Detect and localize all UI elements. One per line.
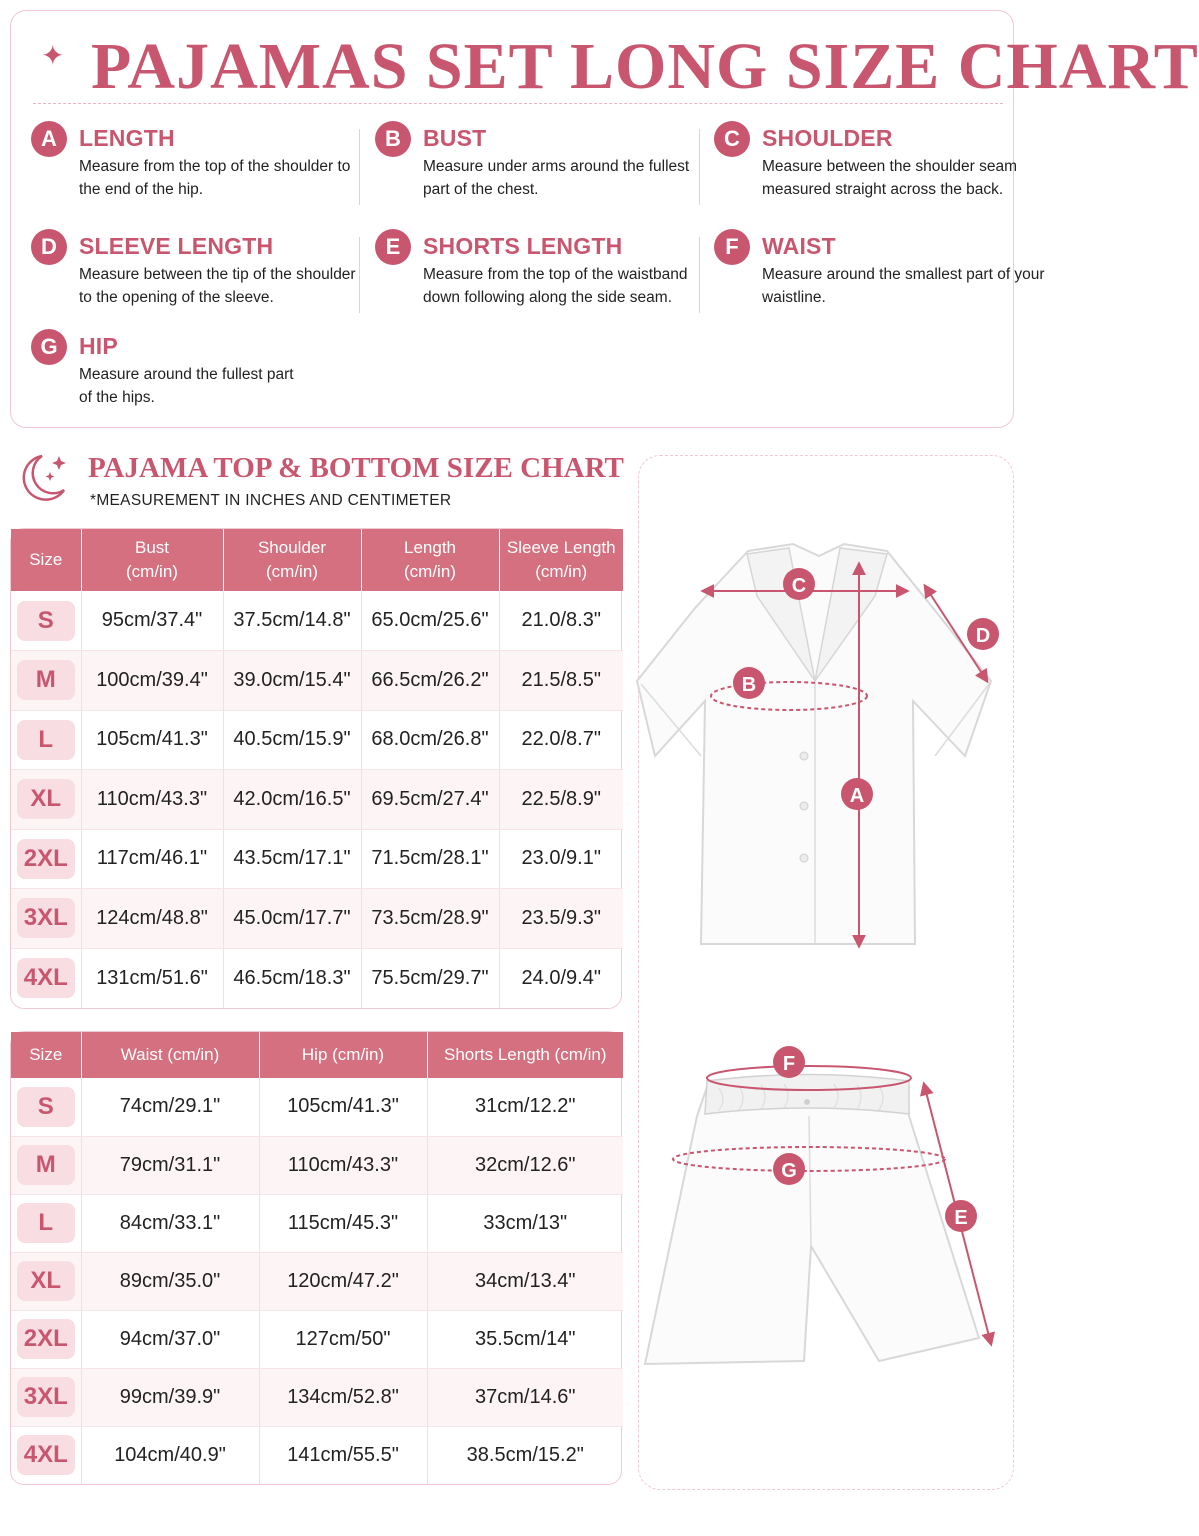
garment-illustration [639, 456, 1015, 1491]
measurement-cell: 115cm/45.3" [259, 1194, 427, 1252]
table-row [11, 770, 623, 830]
section-subtitle: *MEASUREMENT IN INCHES AND CENTIMETER [90, 492, 452, 509]
definition-text: Measure between the tip of the shoulder to the opening of the sleeve. [79, 266, 356, 306]
measurement-cell: 105cm/41.3" [81, 710, 223, 770]
sparkle-icon: ✦ [41, 39, 65, 72]
badge-d: D [31, 229, 67, 265]
header-waist: Waist (cm/in) [81, 1032, 259, 1078]
moon-stars-icon [12, 450, 72, 508]
measurement-cell: 34cm/13.4" [427, 1252, 623, 1310]
title-divider [33, 103, 1003, 104]
measurement-cell: 74cm/29.1" [81, 1078, 259, 1136]
measurement-cell: 105cm/41.3" [259, 1078, 427, 1136]
measurement-cell: 124cm/48.8" [81, 889, 223, 949]
size-cell [11, 1136, 81, 1194]
definition-text: Measure around the fullest part of the hips. [79, 366, 294, 406]
size-label: 3XL [17, 898, 75, 938]
table-header-row [11, 529, 623, 591]
table-row [11, 651, 623, 711]
measurement-cell: 95cm/37.4" [81, 591, 223, 651]
badge-b: B [375, 121, 411, 157]
page-title: PAJAMAS SET LONG SIZE CHART [91, 30, 1199, 103]
size-label: XL [17, 779, 75, 819]
badge-e: E [375, 229, 411, 265]
size-cell [11, 1252, 81, 1310]
measurement-cell: 43.5cm/17.1" [223, 829, 361, 889]
measurement-cell: 110cm/43.3" [259, 1136, 427, 1194]
definition-text: Measure around the smallest part of your waistline. [762, 266, 1045, 306]
definition-title: BUST [423, 125, 487, 151]
measurement-cell: 68.0cm/26.8" [361, 710, 499, 770]
table-row [11, 1252, 623, 1310]
measurement-cell: 21.0/8.3" [499, 591, 623, 651]
badge-g: G [31, 329, 67, 365]
measurement-cell: 71.5cm/28.1" [361, 829, 499, 889]
table-row [11, 1078, 623, 1136]
measurement-cell: 69.5cm/27.4" [361, 770, 499, 830]
size-cell [11, 1194, 81, 1252]
definition-title: HIP [79, 333, 118, 359]
size-label: L [17, 720, 75, 760]
table-header-row [11, 1032, 623, 1078]
definition-title: SHORTS LENGTH [423, 233, 623, 259]
column-divider [699, 129, 700, 205]
measurement-cell: 117cm/46.1" [81, 829, 223, 889]
definition-title: SLEEVE LENGTH [79, 233, 274, 259]
size-cell [11, 1310, 81, 1368]
size-label: 4XL [17, 1435, 75, 1475]
size-label: 4XL [17, 958, 75, 998]
header-size: Size [11, 529, 81, 591]
marker-a-label: A [849, 785, 865, 807]
size-cell [11, 770, 81, 830]
marker-b-label: B [741, 674, 757, 696]
size-label: S [17, 1087, 75, 1127]
marker-c-label: C [791, 575, 807, 597]
size-label: M [17, 660, 75, 700]
measurement-cell: 32cm/12.6" [427, 1136, 623, 1194]
size-label: XL [17, 1261, 75, 1301]
measurement-cell: 33cm/13" [427, 1194, 623, 1252]
badge-c: C [714, 121, 750, 157]
measurement-cell: 84cm/33.1" [81, 1194, 259, 1252]
table-row [11, 1136, 623, 1194]
table-row [11, 710, 623, 770]
definition-title: WAIST [762, 233, 836, 259]
measurement-cell: 120cm/47.2" [259, 1252, 427, 1310]
shorts-illustration [645, 1075, 979, 1365]
header-shoulder: Shoulder (cm/in) [223, 529, 361, 591]
size-cell [11, 1078, 81, 1136]
badge-f: F [714, 229, 750, 265]
measurement-guide-card [10, 10, 1199, 428]
table-row [11, 591, 623, 651]
measurement-cell: 110cm/43.3" [81, 770, 223, 830]
measurement-cell: 35.5cm/14" [427, 1310, 623, 1368]
measurement-cell: 22.0/8.7" [499, 710, 623, 770]
measurement-cell: 22.5/8.9" [499, 770, 623, 830]
table-row [11, 1194, 623, 1252]
measurement-cell: 39.0cm/15.4" [223, 651, 361, 711]
size-label: L [17, 1203, 75, 1243]
table-row [11, 829, 623, 889]
size-cell [11, 829, 81, 889]
section-title: PAJAMA TOP & BOTTOM SIZE CHART [88, 452, 624, 484]
measurement-cell: 79cm/31.1" [81, 1136, 259, 1194]
measurement-cell: 104cm/40.9" [81, 1426, 259, 1484]
measurement-cell: 40.5cm/15.9" [223, 710, 361, 770]
marker-e-label: E [954, 1207, 968, 1229]
badge-a: A [31, 121, 67, 157]
measurement-cell: 45.0cm/17.7" [223, 889, 361, 949]
measurement-cell: 42.0cm/16.5" [223, 770, 361, 830]
header-length: Length (cm/in) [361, 529, 499, 591]
measurement-cell: 23.0/9.1" [499, 829, 623, 889]
measurement-cell: 37cm/14.6" [427, 1368, 623, 1426]
table-row [11, 1426, 623, 1484]
size-label: M [17, 1145, 75, 1185]
definition-title: SHOULDER [762, 125, 893, 151]
table-row [11, 948, 623, 1008]
measurement-cell: 65.0cm/25.6" [361, 591, 499, 651]
table-row [11, 1368, 623, 1426]
table-row [11, 889, 623, 949]
marker-d-label: D [975, 625, 991, 647]
measurement-cell: 94cm/37.0" [81, 1310, 259, 1368]
garment-illustration-panel [638, 455, 1014, 1490]
size-label: 3XL [17, 1377, 75, 1417]
size-label: 2XL [17, 1319, 75, 1359]
definition-text: Measure from the top of the shoulder to the end of the hip. [79, 158, 351, 198]
column-divider [359, 237, 360, 313]
size-cell [11, 710, 81, 770]
size-cell [11, 591, 81, 651]
size-label: 2XL [17, 839, 75, 879]
header-size: Size [11, 1032, 81, 1078]
measurement-cell: 21.5/8.5" [499, 651, 623, 711]
measurement-cell: 38.5cm/15.2" [466, 1443, 584, 1466]
measurement-cell: 66.5cm/26.2" [361, 651, 499, 711]
header-bust: Bust (cm/in) [81, 529, 223, 591]
measurement-cell: 37.5cm/14.8" [223, 591, 361, 651]
size-cell [11, 651, 81, 711]
marker-f-label: F [782, 1053, 796, 1075]
measurement-cell: 99cm/39.9" [81, 1368, 259, 1426]
table-row [11, 1310, 623, 1368]
measurement-cell: 89cm/35.0" [81, 1252, 259, 1310]
definition-title: LENGTH [79, 125, 175, 151]
definition-text: Measure under arms around the fullest part of the chest. [423, 158, 690, 198]
measurement-cell: 75.5cm/29.7" [361, 948, 499, 1008]
measurement-cell: 46.5cm/18.3" [223, 948, 361, 1008]
measurement-cell: 100cm/39.4" [81, 651, 223, 711]
header-hip: Hip (cm/in) [259, 1032, 427, 1078]
bottom-size-table [10, 1031, 622, 1485]
measurement-cell: 23.5/9.3" [499, 889, 623, 949]
size-label: S [17, 601, 75, 641]
size-cell [11, 1368, 81, 1426]
column-divider [359, 129, 360, 205]
header-sleeve-length: Sleeve Length (cm/in) [499, 529, 623, 591]
header-shorts-length: Shorts Length (cm/in) [427, 1032, 623, 1078]
definition-text: Measure between the shoulder seam measured straight across the back. [762, 158, 1018, 198]
measurement-cell: 73.5cm/28.9" [361, 889, 499, 949]
size-cell [11, 948, 81, 1008]
measurement-cell: 31cm/12.2" [427, 1078, 623, 1136]
top-size-table [10, 528, 622, 1009]
measurement-cell: 24.0/9.4" [521, 966, 601, 989]
measurement-cell: 127cm/50" [259, 1310, 427, 1368]
size-cell [11, 1426, 81, 1484]
definition-text: Measure from the top of the waistband down following along the side seam. [423, 266, 688, 306]
column-divider [699, 237, 700, 313]
measurement-cell: 131cm/51.6" [81, 948, 223, 1008]
size-cell [11, 889, 81, 949]
marker-g-label: G [781, 1160, 797, 1182]
measurement-cell: 141cm/55.5" [259, 1426, 427, 1484]
measurement-cell: 134cm/52.8" [259, 1368, 427, 1426]
